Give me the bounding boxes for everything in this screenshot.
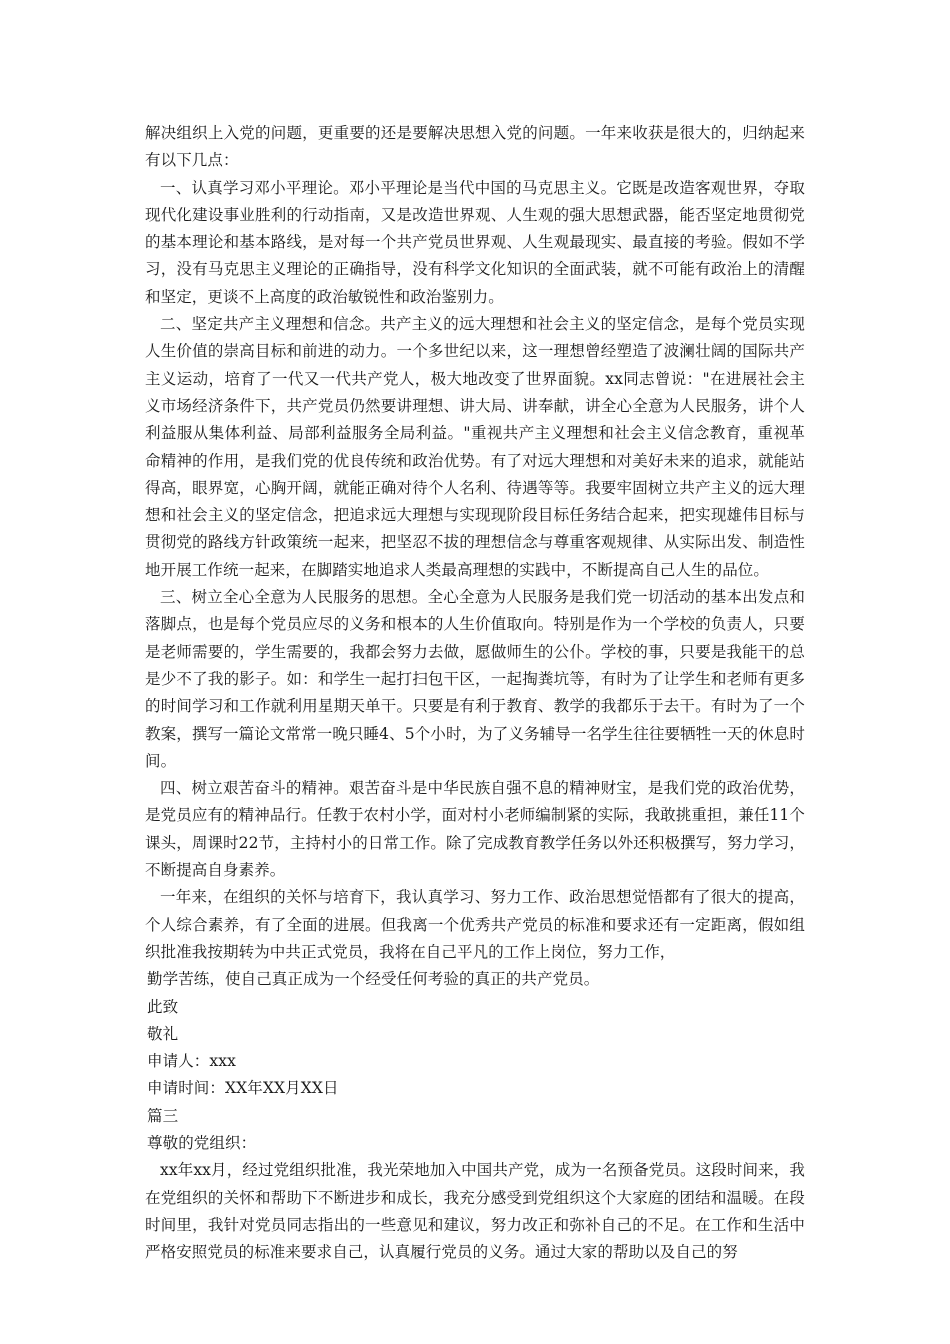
- document-body: [145, 120, 805, 1266]
- greeting-line: 尊敬的党组织：: [147, 1133, 257, 1152]
- paragraph-point-two: 二、坚定共产主义理想和信念。共产主义的远大理想和社会主义的坚定信念，是每个党员实现人生价值的崇高目标和前进的动力。一个多世纪以来，这一理想曾经塑造了波澜壮阔的国际共产主义运动，培育了一代又一代共产党人，极大地改变了世界面貌。xx同志曾说："在进展社会主义市场经济条件下，共产党员仍然要讲理想、讲大局、讲奉献，讲全心全意为人民服务，讲个人利益服从集体利益、局部利益服务全局利益。"重视共产主义理想和社会主义信念教育，重视革命精神的作用，是我们党的优良传统和政治优势。有了对远大理想和对美好未来的追求，就能站得高，眼界宽，心胸开阔，就能正确对待个人名利、待遇等等。我要牢固树立共产主义的远大理想和社会主义的坚定信念，把追求远大理想与实现现阶段目标任务结合起来，把实现雄伟目标与贯彻党的路线方针政策统一起来，把坚忍不拔的理想信念与尊重客观规律、从实际出发、制造性地开展工作统一起来，在脚踏实地追求人类最高理想的实践中，不断提高自己人生的品位。: [145, 315, 805, 579]
- paragraph-section-three-intro: xx年xx月，经过党组织批准，我光荣地加入中国共产党，成为一名预备党员。这段时间来，我在党组织的关怀和帮助下不断进步和成长，我充分感受到党组织这个大家庭的团结和温暖。在段时间里，我针对党员同志指出的一些意见和建议，努力改正和弥补自己的不足。在工作和生活中严格安照党员的标准来要求自己，认真履行党员的义务。通过大家的帮助以及自己的努: [145, 1161, 805, 1262]
- paragraph-summary-continued: 勤学苦练，使自己真正成为一个经受任何考验的真正的共产党员。: [147, 970, 600, 989]
- paragraph-point-one: 一、认真学习邓小平理论。邓小平理论是当代中国的马克思主义。它既是改造客观世界，夺取现代化建设事业胜利的行动指南，又是改造世界观、人生观的强大思想武器，能否坚定地贯彻党的基本理论和基本路线，是对每一个共产党员世界观、人生观最现实、最直接的考验。假如不学习，没有马克思主义理论的正确指导，没有科学文化知识的全面武装，就不可能有政治上的清醒和坚定，更谈不上高度的政治敏锐性和政治鉴别力。: [145, 178, 805, 306]
- application-date-line: 申请时间：XX年XX月XX日: [147, 1079, 339, 1098]
- paragraph-point-three: 三、树立全心全意为人民服务的思想。全心全意为人民服务是我们党一切活动的基本出发点和落脚点，也是每个党员应尽的义务和根本的人生价值取向。特别是作为一个学校的负责人，只要是老师需要的，学生需要的，我都会努力去做，愿做师生的公仆。学校的事，只要是我能干的总是少不了我的影子。如：和学生一起打扫包干区，一起掏粪坑等，有时为了让学生和老师有更多的时间学习和工作就利用星期天单干。只要是有利于教育、教学的我都乐于去干。有时为了一个教案，撰写一篇论文常常一晚只睡4、5个小时，为了义务辅导一名学生往往要牺牲一天的休息时间。: [145, 588, 805, 770]
- salutation-jingli: 敬礼: [147, 1024, 179, 1043]
- paragraph-intro: 解决组织上入党的问题，更重要的还是要解决思想入党的问题。一年来收获是很大的，归纳起来有以下几点：: [145, 124, 805, 170]
- paragraph-point-four: 四、树立艰苦奋斗的精神。艰苦奋斗是中华民族自强不息的精神财宝，是我们党的政治优势，是党员应有的精神品行。任教于农村小学，面对村小老师编制紧的实际，我敢挑重担，兼任11个课头，周课时22节，主持村小的日常工作。除了完成教育教学任务以外还积极撰写，努力学习，不断提高自身素养。: [145, 779, 805, 880]
- applicant-line: 申请人：xxx: [147, 1052, 236, 1071]
- salutation-cizhi: 此致: [147, 997, 179, 1016]
- paragraph-summary: 一年来，在组织的关怀与培育下，我认真学习、努力工作、政治思想觉悟都有了很大的提高，个人综合素养，有了全面的进展。但我离一个优秀共产党员的标准和要求还有一定距离，假如组织批准我按期转为中共正式党员，我将在自己平凡的工作上岗位，努力工作，: [145, 888, 805, 961]
- section-heading-three: 篇三: [147, 1106, 179, 1125]
